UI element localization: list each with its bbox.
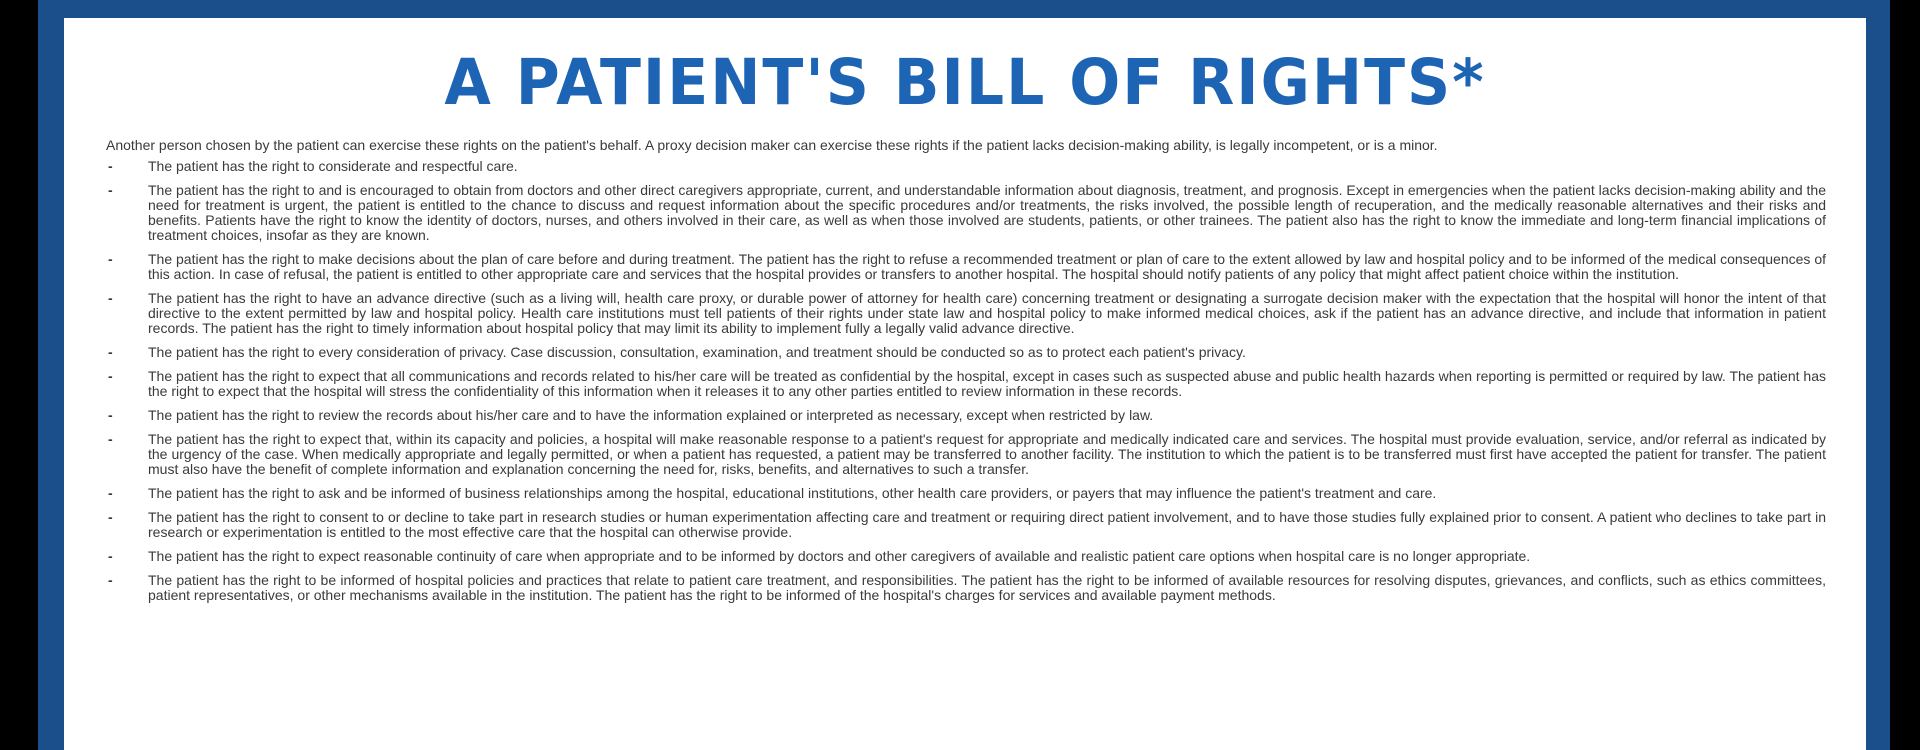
- right-text: The patient has the right to make decisions about the plan of care before and during treatment. The patient has the right to refuse a recommended treatment or plan of care to the extent allowed by law and hospital policy and to be informed of the medical consequences of this action. In case of refusal, the patient is entitled to other appropriate care and services that the hospital provides or transfers to another hospital. The hospital should notify patients of any policy that might affect patient choice within the institution.: [148, 251, 1826, 282]
- right-text: The patient has the right to have an advance directive (such as a living will, health care proxy, or durable power of attorney for health care) concerning treatment or designating a surrogate decision maker with the expectation that the hospital will honor the intent of that directive to the extent permitted by law and hospital policy. Health care institutions must tell patients of their rights under state law and hospital policy to make informed medical choices, ask if the patient has an advance directive, and include that information in patient records. The patient has the right to timely information about hospital policy that may limit its ability to implement fully a legally valid advance directive.: [148, 290, 1826, 336]
- document-body: [106, 138, 1826, 612]
- bullet-dash: -: [108, 548, 113, 564]
- right-text: The patient has the right to review the records about his/her care and to have the information explained or interpreted as necessary, except when restricted by law.: [148, 407, 1154, 423]
- bullet-dash: -: [108, 572, 113, 588]
- right-text: The patient has the right to every consideration of privacy. Case discussion, consultation, examination, and treatment should be conducted so as to protect each patient's privacy.: [148, 344, 1246, 360]
- rights-list: [106, 159, 1826, 603]
- right-item: [106, 369, 1826, 399]
- right-item: [106, 486, 1826, 501]
- bullet-dash: -: [108, 158, 113, 174]
- right-item: [106, 291, 1826, 336]
- bullet-dash: -: [108, 344, 113, 360]
- bullet-dash: -: [108, 182, 113, 198]
- page-title: A PATIENT'S BILL OF RIGHTS*: [444, 46, 1486, 120]
- bullet-dash: -: [108, 431, 113, 447]
- right-item: [106, 159, 1826, 174]
- right-item: [106, 432, 1826, 477]
- bullet-dash: -: [108, 251, 113, 267]
- right-text: The patient has the right to expect that, within its capacity and policies, a hospital will make reasonable response to a patient's request for appropriate and medically indicated care and services. The hospital must provide evaluation, service, and/or referral as indicated by the urgency of the case. When medically appropriate and legally permitted, or when a patient has requested, a patient may be transferred to another facility. The institution to which the patient is to be transferred must first have accepted the patient for transfer. The patient must also have the benefit of complete information and explanation concerning the need for, risks, benefits, and alternatives to such a transfer.: [148, 431, 1826, 477]
- right-item: [106, 252, 1826, 282]
- right-item: [106, 408, 1826, 423]
- right-item: [106, 345, 1826, 360]
- bullet-dash: -: [108, 290, 113, 306]
- right-item: [106, 573, 1826, 603]
- right-text: The patient has the right to considerate and respectful care.: [148, 158, 518, 174]
- poster-panel: [64, 18, 1866, 750]
- bullet-dash: -: [108, 509, 113, 525]
- bullet-dash: -: [108, 485, 113, 501]
- bullet-dash: -: [108, 368, 113, 384]
- right-text: The patient has the right to consent to or decline to take part in research studies or human experimentation affecting care and treatment or requiring direct patient involvement, and to have those studies fully explained prior to consent. A patient who declines to take part in research or experimentation is entitled to the most effective care that the hospital can otherwise provide.: [148, 509, 1826, 540]
- right-text: The patient has the right to expect that all communications and records related to his/her care will be treated as confidential by the hospital, except in cases such as suspected abuse and public health hazards when reporting is permitted or required by law. The patient has the right to expect that the hospital will stress the confidentiality of this information when it releases it to any other parties entitled to review information in these records.: [148, 368, 1826, 399]
- bullet-dash: -: [108, 407, 113, 423]
- intro-paragraph: Another person chosen by the patient can exercise these rights on the patient's behalf. A proxy decision maker can exercise these rights if the patient lacks decision-making ability, is legally incompetent, or is a minor.: [106, 137, 1438, 153]
- right-text: The patient has the right to and is encouraged to obtain from doctors and other direct caregivers appropriate, current, and understandable information about diagnosis, treatment, and prognosis. Except in emergencies when the patient lacks decision-making ability and the need for treatment is urgent, the patient is entitled to the chance to discuss and request information about the specific procedures and/or treatments, the risks involved, the possible length of recuperation, and the medically reasonable alternatives and their risks and benefits. Patients have the right to know the identity of doctors, nurses, and others involved in their care, as well as when those involved are students, patients, or other trainees. The patient also has the right to know the immediate and long-term financial implications of treatment choices, insofar as they are known.: [148, 182, 1826, 243]
- right-item: [106, 510, 1826, 540]
- right-text: The patient has the right to ask and be informed of business relationships among the hospital, educational institutions, other health care providers, or payers that may influence the patient's treatment and care.: [148, 485, 1437, 501]
- right-text: The patient has the right to expect reasonable continuity of care when appropriate and to be informed by doctors and other caregivers of available and realistic patient care options when hospital care is no longer appropriate.: [148, 548, 1531, 564]
- right-item: [106, 183, 1826, 243]
- right-text: The patient has the right to be informed of hospital policies and practices that relate to patient care treatment, and responsibilities. The patient has the right to be informed of available resources for resolving disputes, grievances, and conflicts, such as ethics committees, patient representatives, or other mechanisms available in the institution. The patient has the right to be informed of the hospital's charges for services and available payment methods.: [148, 572, 1826, 603]
- right-item: [106, 549, 1826, 564]
